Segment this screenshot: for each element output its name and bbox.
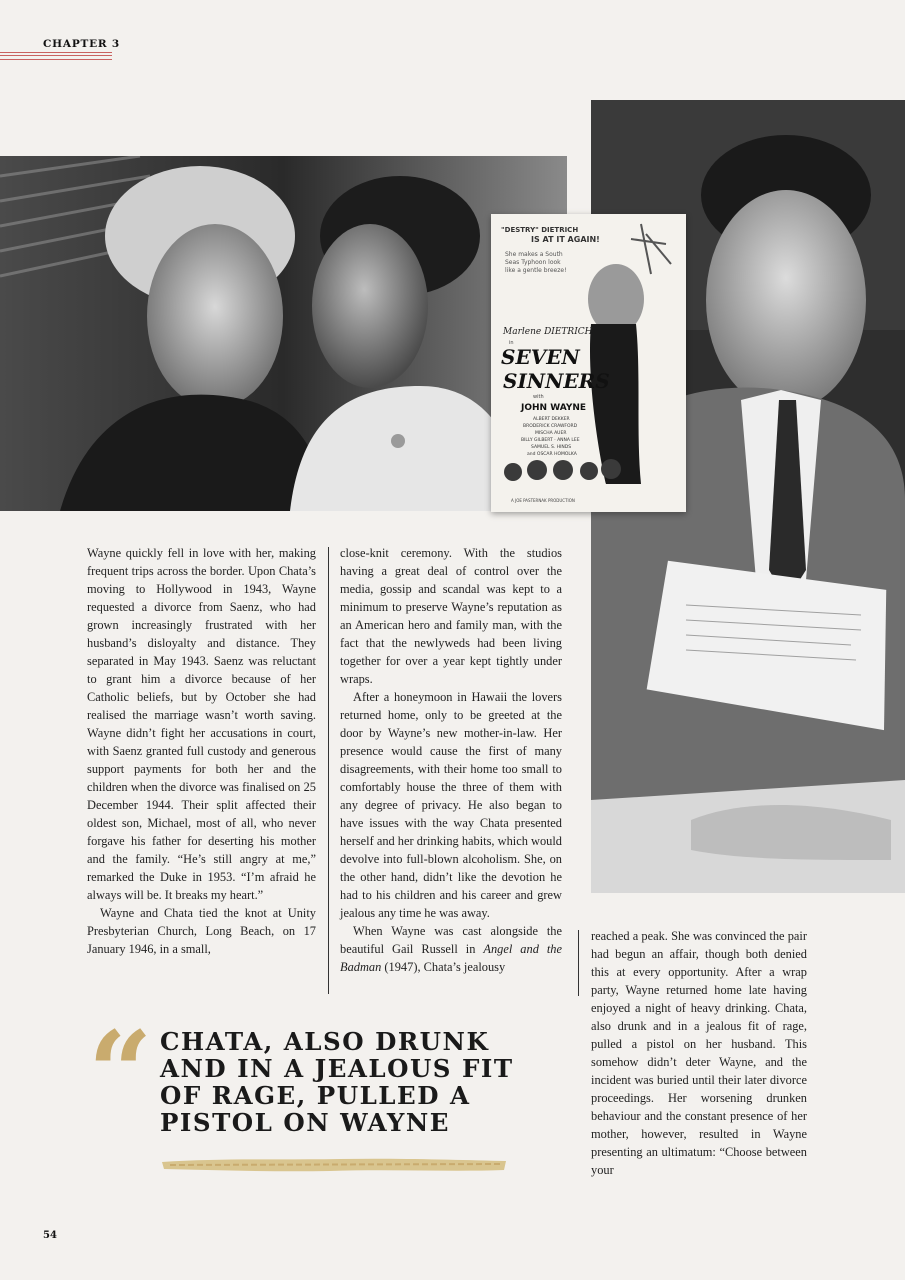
poster-cast-3: MISCHA AUER [535, 431, 567, 436]
film-title: Angel and the Badman [340, 942, 563, 974]
poster-title-1: SEVEN [501, 345, 580, 369]
poster-tagline-1: "DESTRY" DIETRICH [501, 226, 579, 234]
paragraph: close-knit ceremony. With the studios having a great deal of control over the media, gossip and scandal was kept to a minimum to preserve Wayne’s reputation as an American hero and family man, with the fact that the newlyweds had been living together for over a year kept tightly under wraps. [340, 546, 562, 686]
poster-tagline-4: Seas Typhoon look [505, 259, 561, 266]
poster-with: with [533, 394, 544, 400]
column-divider [328, 547, 329, 994]
poster-in: in [509, 340, 514, 346]
text-run: When Wayne was cast alongside the beautiful Gail Russell in [340, 924, 562, 956]
poster-cast-6: and OSCAR HOMOLKA [527, 452, 577, 457]
quote-mark-icon: “ [88, 1008, 153, 1139]
poster-illustration [491, 214, 686, 512]
paragraph: reached a peak. She was convinced the pair had begun an affair, though both denied this at every opportunity. After a wrap party, Wayne returned home late having enjoyed a night of heavy drinking. Chata, also drunk and in a jealous fit of rage, pulled a pistol on her husband. This somehow didn’t deter Wayne, and the incident was buried until their later divorce proceedings. Her worsening drunken behaviour and the constant presence of her mother, however, resulted in Wayne presenting an ultimatum: “Choose between your [591, 929, 807, 1177]
paragraph: Wayne and Chata tied the knot at Unity Presbyterian Church, Long Beach, on 17 January 1946, in a small, [87, 906, 316, 956]
poster-credit: A JOE PASTERNAK PRODUCTION [511, 498, 575, 503]
article-column-2 [340, 544, 562, 976]
poster-tagline-3: She makes a South [505, 251, 563, 258]
poster-cast-2: BRODERICK CRAWFORD [523, 424, 578, 429]
seven-sinners-poster [491, 214, 686, 512]
poster-cast-5: SAMUEL S. HINDS [531, 445, 572, 450]
paragraph [340, 922, 562, 976]
paragraph: After a honeymoon in Hawaii the lovers returned home, only to be greeted at the door by Wayne’s new mother-in-law. Her presence would cause the first of many disagreements, with their home too small to comfortably house the three of them with any degree of privacy. He also began to have issues with the way Chata presented herself and her drinking habits, which would devolve into full-blown alcoholism. She, on the other hand, didn’t like the devotion he had to his children and his career and grew jealous any time he was away. [340, 690, 562, 920]
page-number: 54 [43, 1230, 57, 1241]
article-column-3 [591, 927, 807, 1179]
poster-co-star: JOHN WAYNE [521, 403, 587, 413]
article-column-1 [87, 544, 316, 958]
chapter-rule [0, 52, 112, 60]
poster-star: Marlene DIETRICH [503, 327, 593, 337]
column-divider [578, 930, 579, 996]
pull-quote: CHATA, ALSO DRUNK AND IN A JEALOUS FIT OF RAGE, PULLED A PISTOL ON WAYNE [160, 1027, 514, 1137]
text-run: (1947), Chata’s jealousy [381, 960, 506, 974]
chapter-label: CHAPTER 3 [43, 38, 121, 50]
poster-cast-4: BILLY GILBERT · ANNA LEE [521, 438, 580, 443]
paragraph: Wayne quickly fell in love with her, making frequent trips across the border. Upon Chata’s moving to Hollywood in 1943, Wayne requested a divorce from Saenz, who had grown increasingly frustrated with her husband’s disloyalty and distance. They separated in May 1943. Saenz was reluctant to grant him a divorce because of her Catholic beliefs, but by October she had realised the marriage wasn’t worth saving. Wayne didn’t fight her accusations in court, with Saenz granted full custody and generous support payments for both her and the children when the divorce was finalised on 25 December 1944. Their split affected their oldest son, Michael, most of all, who never forgave his father for deserting his mother and the family. “He’s still angry at me,” remarked the Duke in 1953. “I’m afraid he always will be. It breaks my heart.” [87, 546, 316, 902]
poster-tagline-5: like a gentle breeze! [505, 267, 567, 274]
poster-cast-1: ALBERT DEKKER [533, 417, 570, 422]
film-still-illustration [0, 156, 567, 511]
poster-title-2: SINNERS [503, 369, 610, 393]
brush-stroke-decoration [160, 1156, 508, 1174]
film-still-photo [0, 156, 567, 511]
poster-tagline-2: IS AT IT AGAIN! [531, 235, 600, 244]
